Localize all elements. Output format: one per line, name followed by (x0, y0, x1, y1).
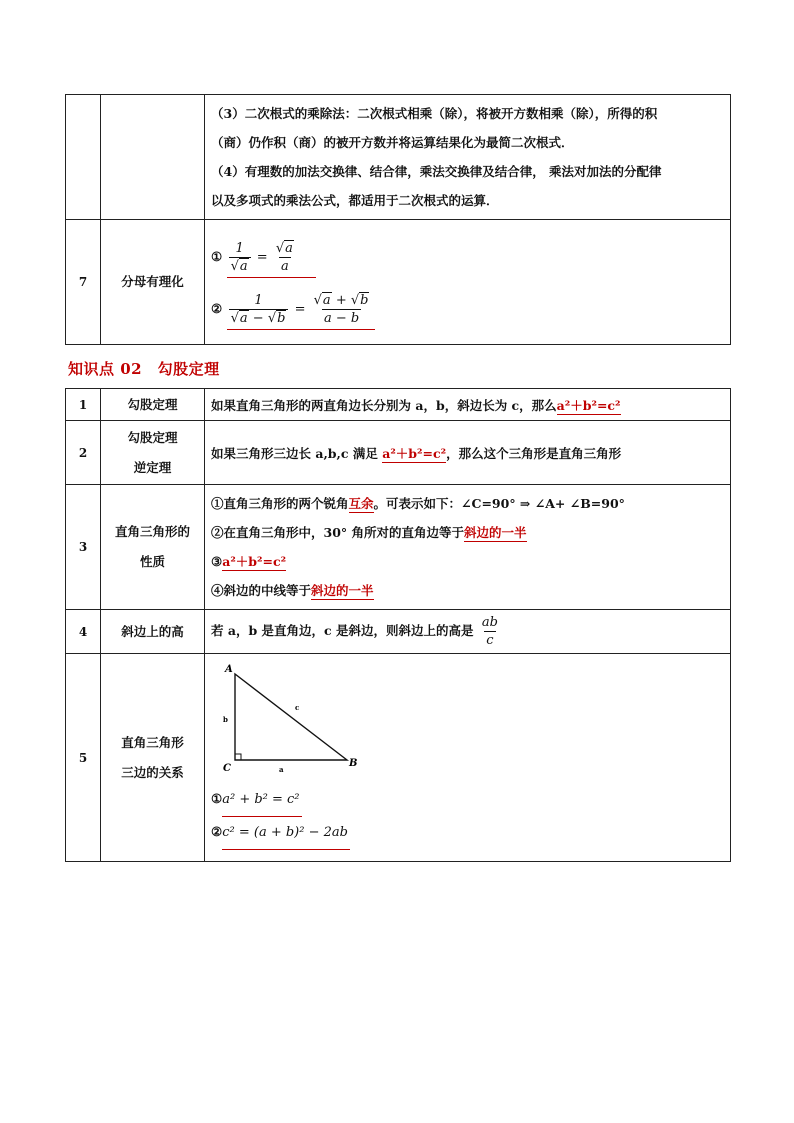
row-content-cell (205, 421, 731, 485)
table-row (66, 95, 731, 220)
altitude-text: 若 a，b 是直角边，c 是斜边，则斜边上的高是 (211, 623, 474, 638)
triangle-shape (235, 674, 347, 760)
property-text: 。可表示如下：∠C=90° ⇒ ∠A+ ∠B=90° (373, 496, 625, 511)
property-line (211, 576, 724, 605)
numerator: 1 (254, 293, 263, 308)
plus: + (331, 293, 351, 308)
row-number: 5 (66, 654, 101, 862)
property-highlight: 斜边的一半 (464, 525, 527, 540)
sqrt: √a (275, 241, 293, 256)
content-line: （3）二次根式的乘除法：二次根式相乘（除），将被开方数相乘（除），所得的积 (211, 106, 658, 121)
vertex-label-B: B (349, 758, 358, 769)
row-content-cell (205, 610, 731, 654)
radical-table (65, 94, 731, 345)
relation-formula: a² + b² = c² (222, 785, 301, 817)
rationalize-formula-2 (211, 292, 724, 330)
sqrt: √b (267, 311, 286, 326)
denominator: a − b (323, 311, 360, 326)
converse-text: 如果三角形三边长 a,b,c 满足 (211, 445, 383, 461)
side-label-a: a (279, 765, 284, 774)
right-angle-mark (235, 754, 241, 760)
side-relation-2 (211, 817, 724, 850)
table-row (66, 654, 731, 862)
circled-marker: ② (211, 301, 223, 316)
row-number: 1 (66, 389, 101, 421)
row-name-cell (101, 421, 205, 485)
fraction (229, 292, 289, 327)
rationalize-formula-1 (211, 240, 724, 278)
row-name-cell (101, 95, 205, 220)
property-highlight: 互余 (348, 496, 374, 511)
radicand: b (277, 311, 286, 326)
row-name: 逆定理 (133, 459, 172, 475)
row-name: 勾股定理 (127, 429, 178, 445)
table-row (66, 485, 731, 610)
radicand: b (360, 293, 369, 308)
relation-formula: c² = (a + b)² − 2ab (222, 818, 350, 850)
side-label-c: c (295, 703, 300, 712)
theorem-text: 如果直角三角形的两直角边长分别为 a，b，斜边长为 c，那么 (211, 397, 557, 413)
property-line (211, 489, 724, 518)
numerator: ab (481, 615, 498, 630)
fraction (312, 292, 372, 327)
vertex-label-C: C (223, 763, 231, 774)
row-name: 直角三角形 (121, 734, 184, 750)
row-name: 三边的关系 (121, 764, 184, 780)
row-name: 勾股定理 (101, 389, 205, 421)
radicand: a (239, 259, 248, 274)
vertex-label-A: A (225, 664, 233, 675)
theorem-formula: a²＋b²=c² (556, 397, 621, 413)
altitude-fraction (480, 614, 500, 649)
fraction (274, 240, 296, 275)
right-triangle-diagram (211, 658, 371, 778)
property-highlight: 斜边的一半 (311, 583, 374, 598)
content-line: （4）有理数的加法交换律、结合律，乘法交换律及结合律， 乘法对加法的分配律 (211, 164, 662, 179)
side-relation-1 (211, 784, 724, 817)
side-label-b: b (223, 715, 228, 724)
numerator: 1 (235, 241, 244, 256)
property-text: ②在直角三角形中，30° 角所对的直角边等于 (211, 525, 464, 540)
sqrt: √b (350, 293, 369, 308)
table-row (66, 389, 731, 421)
circled-marker: ① (211, 249, 223, 264)
content-line: 以及多项式的乘法公式，都适用于二次根式的运算． (211, 193, 499, 208)
row-content-cell (205, 654, 731, 862)
sqrt: √a (313, 293, 331, 308)
sqrt: √a (230, 259, 248, 274)
row-number: 3 (66, 485, 101, 610)
equals-sign: = (294, 302, 306, 317)
equals-sign: = (256, 250, 268, 265)
circled-marker: ② (211, 824, 223, 839)
row-name: 斜边上的高 (101, 610, 205, 654)
fraction (229, 240, 251, 275)
circled-marker: ① (211, 791, 223, 806)
content-line: （商）仍作积（商）的被开方数并将运算结果化为最简二次根式． (211, 135, 574, 150)
row-content-cell (205, 95, 731, 220)
row-name: 性质 (139, 554, 165, 569)
converse-formula: a²＋b²=c² (382, 445, 447, 461)
row-content-cell (205, 485, 731, 610)
minus: − (248, 311, 268, 326)
sqrt: √a (230, 311, 248, 326)
radicand: a (322, 293, 331, 308)
row-name: 直角三角形的 (114, 524, 190, 539)
table-row (66, 220, 731, 345)
table-row (66, 610, 731, 654)
property-line (211, 547, 724, 576)
row-name-cell (101, 654, 205, 862)
row-content-cell (205, 220, 731, 345)
property-highlight: a²＋b²=c² (222, 554, 287, 569)
property-text: ④斜边的中线等于 (211, 583, 312, 598)
circled-marker: ③ (211, 554, 223, 569)
property-line (211, 518, 724, 547)
denominator: a (280, 259, 289, 274)
row-number-cell (66, 95, 101, 220)
denominator: c (486, 633, 494, 648)
row-name: 分母有理化 (101, 220, 205, 345)
radicand: a (239, 311, 248, 326)
row-name-cell (101, 485, 205, 610)
section-heading: 知识点 02 勾股定理 (68, 360, 220, 378)
row-number: 7 (66, 220, 101, 345)
radicand: a (285, 241, 293, 256)
property-text: ①直角三角形的两个锐角 (211, 496, 349, 511)
table-row (66, 421, 731, 485)
row-number: 4 (66, 610, 101, 654)
pythagorean-table (65, 388, 731, 862)
row-number: 2 (66, 421, 101, 485)
converse-text: ，那么这个三角形是直角三角形 (446, 445, 622, 461)
row-content-cell (205, 389, 731, 421)
